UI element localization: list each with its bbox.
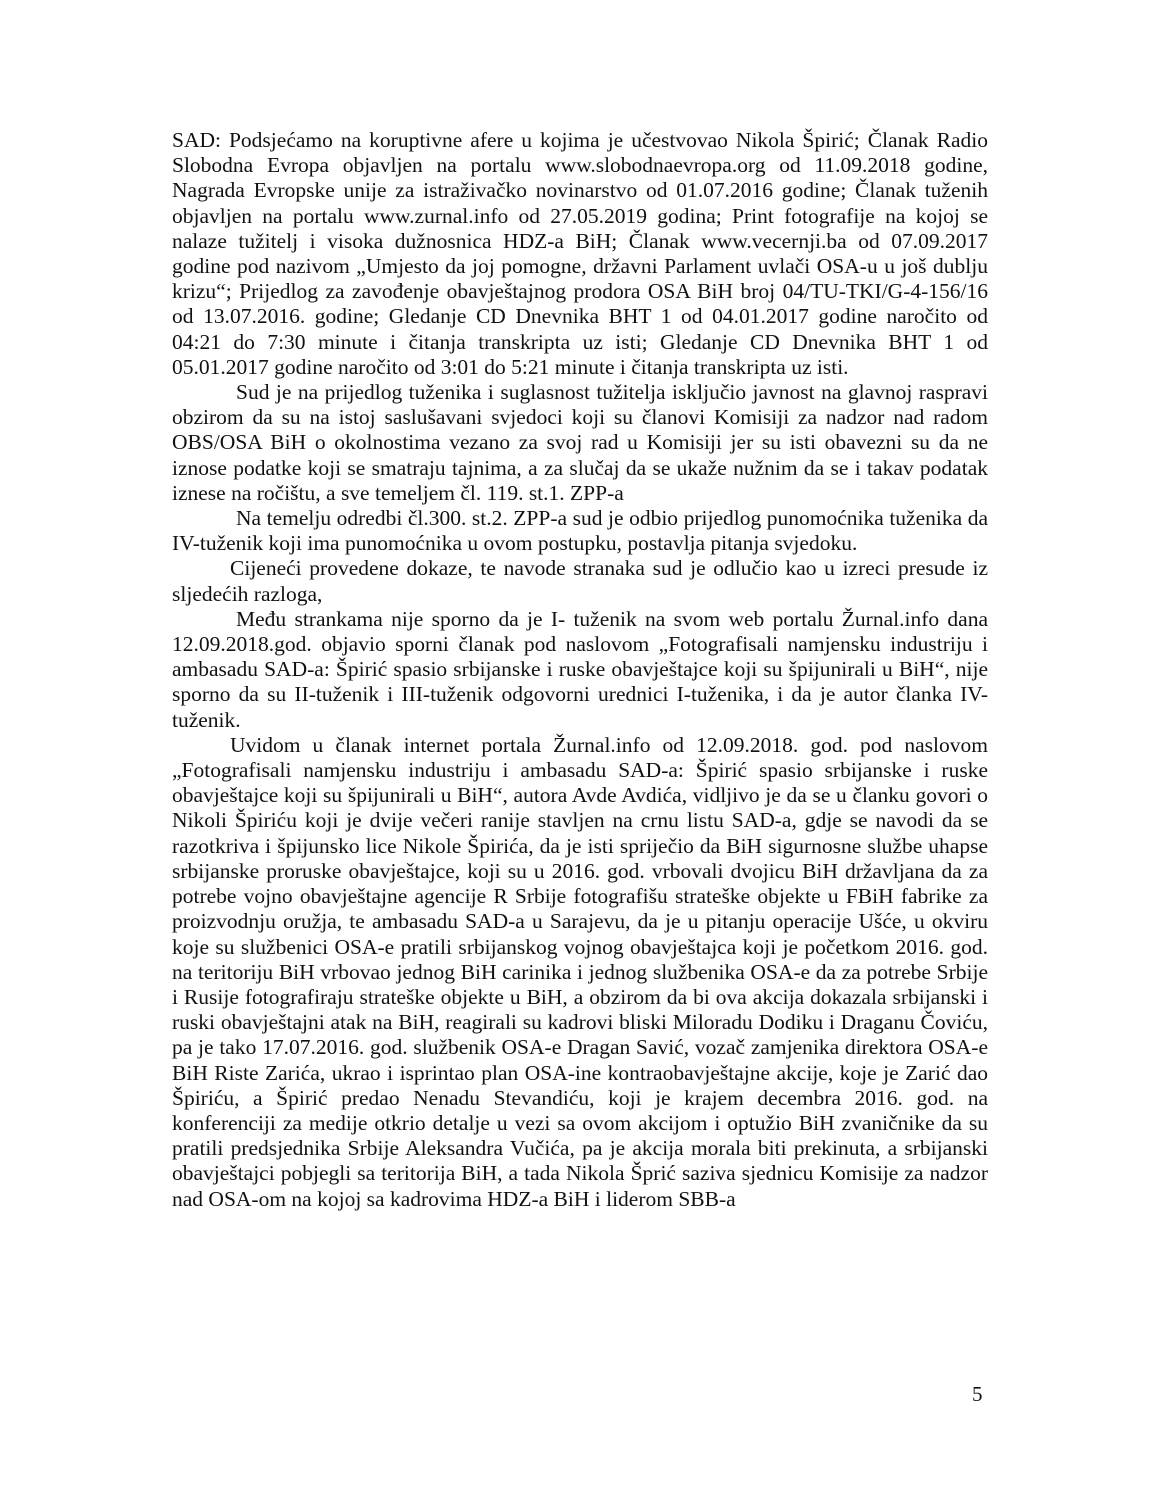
paragraph-court-decision: Cijeneći provedene dokaze, te navode stranaka sud je odlučio kao u izreci presude iz sljedećih razloga, [172,556,988,606]
paragraph-public-excluded: Sud je na prijedlog tuženika i suglasnost tužitelja isključio javnost na glavnoj raspravi obzirom da su na istoj saslušavani svjedoci koji su članovi Komisiji za nadzor nad radom OBS/OSA BiH o okolnostima vezano za svoj rad u Komisiji jer su isti obavezni su da ne iznose podatke koji se smatraju tajnima, a za slučaj da se ukaže nužnim da se i takav podatak iznese na ročištu, a sve temeljem čl. 119. st.1. ZPP-a [172,380,988,505]
paragraph-evidence-list: SAD: Podsjećamo na koruptivne afere u kojima je učestvovao Nikola Špirić; Članak Radio Slobodna Evropa objavljen na portalu www.slobodnaevropa.org od 11.09.2018 godine, Nagrada Evropske unije za istraživačko novinarstvo od 01.07.2016 godine; Članak tuženih objavljen na portalu www.zurnal.info od 27.05.2019 godina; Print fotografije na kojoj se nalaze tužitelj i visoka dužnosnica HDZ-a BiH; Članak www.vecernji.ba od 07.09.2017 godine pod nazivom „Umjesto da joj pomogne, državni Parlament uvlači OSA-u u još dublju krizu“; Prijedlog za zavođenje obavještajnog prodora OSA BiH broj 04/TU-TKI/G-4-156/16 od 13.07.2016. godine; Gledanje CD Dnevnika BHT 1 od 04.01.2017 godine naročito od 04:21 do 7:30 minute i čitanja transkripta uz isti; Gledanje CD Dnevnika BHT 1 od 05.01.2017 godine naročito od 3:01 do 5:21 minute i čitanja transkripta uz isti. [172,128,988,379]
paragraph-article-review: Uvidom u članak internet portala Žurnal.info od 12.09.2018. god. pod naslovom „Fotografisali namjensku industriju i ambasadu SAD-a: Špirić spasio srbijanske i ruske obavještajce koji su špijunirali u BiH“, autora Avde Avdića, vidljivo je da se u članku govori o Nikoli Špiriću koji je dvije večeri ranije stavljen na crnu listu SAD-a, gdje se navodi da se razotkriva i špijunsko lice Nikole Špirića, da je isti spriječio da BiH sigurnosne službe uhapse srbijanske proruske obavještajce, koji su u 2016. god. vrbovali dvojicu BiH državljana da za potrebe vojno obavještajne agencije R Srbije fotografišu strateške objekte u FBiH fabrike za proizvodnju oružja, te ambasadu SAD-a u Sarajevu, da je u pitanju operacije Ušće, u okviru koje su službenici OSA-e pratili srbijanskog vojnog obavještajca koji je početkom 2016. god. na teritoriju BiH vrbovao jednog BiH carinika i jednog službenika OSA-e da za potrebe Srbije i Rusije fotografiraju strateške objekte u BiH, a obzirom da bi ova akcija dokazala srbijanski i ruski obavještajni atak na BiH, reagirali su kadrovi bliski Miloradu Dodiku i Draganu Čoviću, pa je tako 17.07.2016. god. službenik OSA-e Dragan Savić, vozač zamjenika direktora OSA-e BiH Riste Zarića, ukrao i isprintao plan OSA-ine kontraobavještajne akcije, koje je Zarić dao Špiriću, a Špirić predao Nenadu Stevandiću, koji je krajem decembra 2016. god. na konferenciji za medije otkrio detalje u vezi sa ovom akcijom i optužio BiH zvaničnike da su pratili predsjednika Srbije Aleksandra Vučića, pa je akcija morala biti prekinuta, a srbijanski obavještajci pobjegli sa teritorija BiH, a tada Nikola Šprić saziva sjednicu Komisije za nadzor nad OSA-om na kojoj sa kadrovima HDZ-a BiH i liderom SBB-a [172,732,988,1211]
paragraph-undisputed-facts: Među strankama nije sporno da je I- tuženik na svom web portalu Žurnal.info dana 12.09.2018.god. objavio sporni članak pod naslovom „Fotografisali namjensku industriju i ambasadu SAD-a: Špirić spasio srbijanske i ruske obavještajce koji su špijunirali u BiH“, nije sporno da su II-tuženik i III-tuženik odgovorni urednici I-tuženika, i da je autor članka IV-tuženik. [172,606,988,732]
page-number: 5 [972,1382,983,1406]
document-body [172,128,988,1212]
paragraph-witness-questions: Na temelju odredbi čl.300. st.2. ZPP-a sud je odbio prijedlog punomoćnika tuženika da IV-tuženik koji ima punomoćnika u ovom postupku, postavlja pitanja svjedoku. [172,506,988,556]
